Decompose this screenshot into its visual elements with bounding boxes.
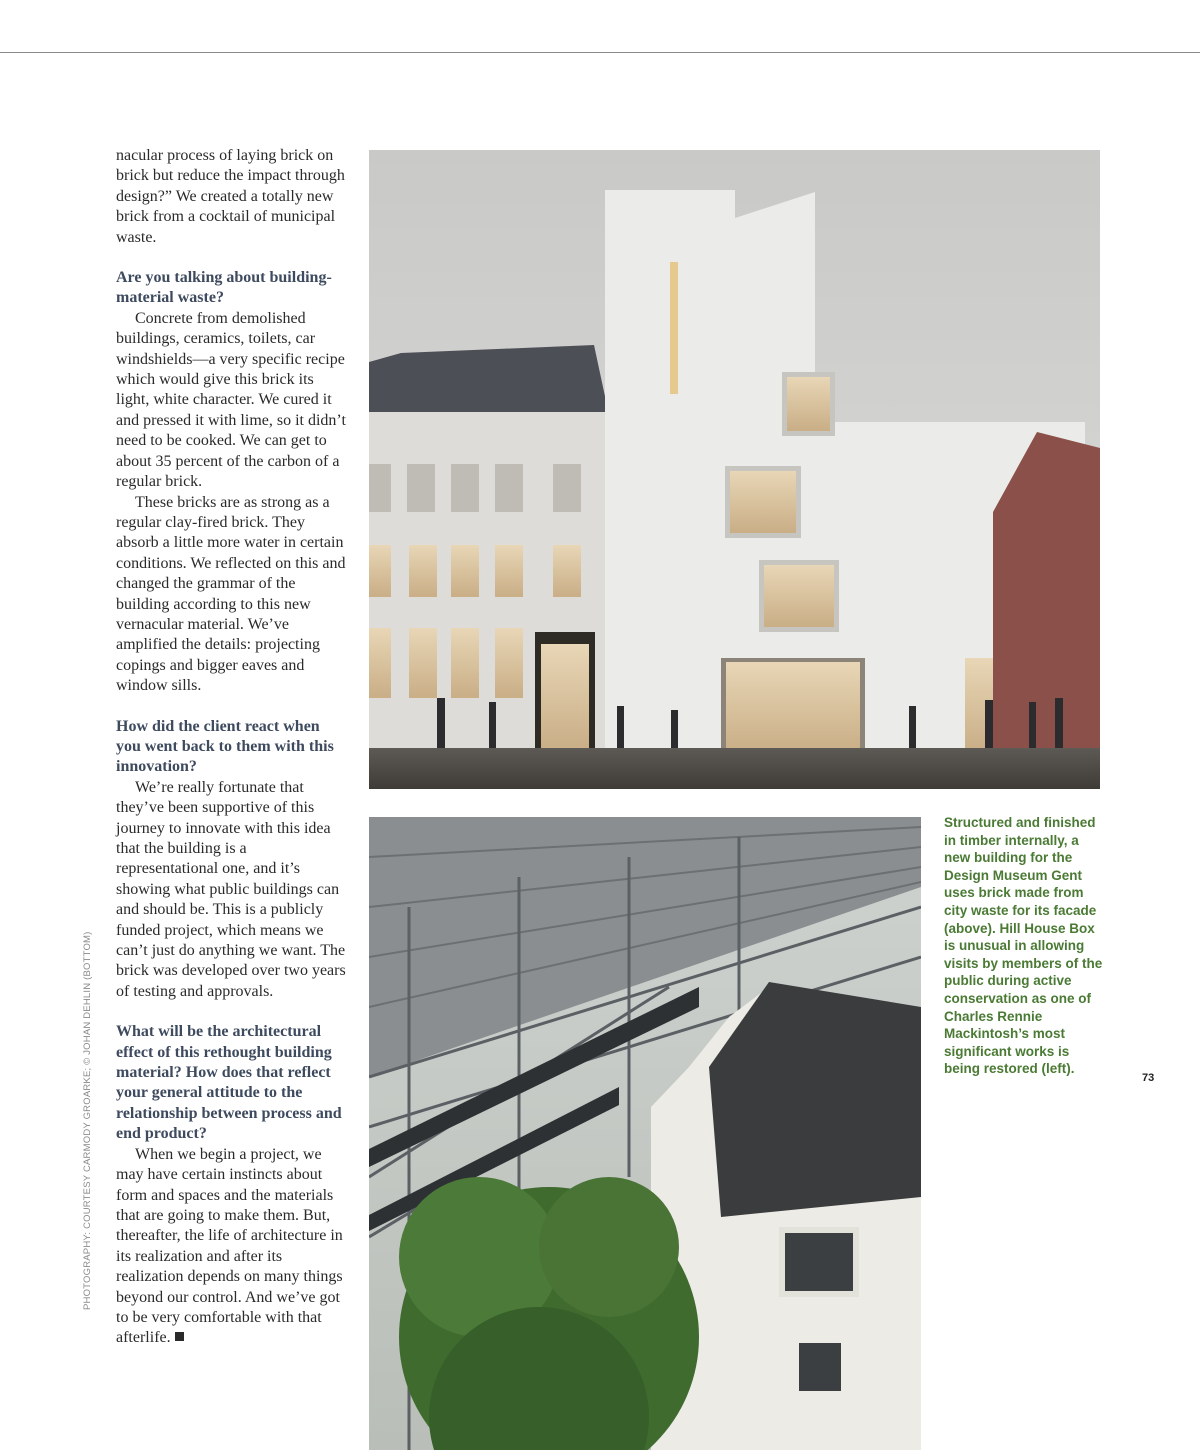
article-paragraph-text: When we begin a project, we may have certain instincts about form and spaces and the materials that are going to make them. But, thereafter, the life of architecture in its realization and after its realization depends on many things beyond our control. And we’ve got to be very comfortable with that afterlife. — [116, 1145, 343, 1347]
photo-caption: Structured and finished in timber internally, a new building for the Design Museum Gent uses brick made from city waste for its facade (above). Hill House Box is unusual in allowing visits by members of the public during active conservation as one of Charles Rennie Mackintosh’s most significant works is being restored (left). — [944, 815, 1103, 1077]
interview-question: How did the client react when you went back to them with this innovation? — [116, 717, 334, 776]
article-paragraph: Concrete from demolished buildings, ceramics, toilets, car windshields—a very specific recipe which would give this brick its light, white character. We cured it and pressed it with lime, so it didn’t need to be cooked. We can get to about 35 percent of the carbon of a regular brick. — [116, 309, 346, 491]
article-paragraph: These bricks are as strong as a regular clay-fired brick. They absorb a little more water in certain conditions. We reflected on this and changed the grammar of the building according to this new vernacular material. We’ve amplified the details: projecting copings and bigger eaves and window sills. — [116, 493, 346, 695]
interview-question: Are you talking about building-material waste? — [116, 269, 332, 307]
article-paragraph: We’re really fortunate that they’ve been supportive of this journey to innovate with this idea that the building is a representational one, and it’s showing what public buildings can and should be. This is a publicly funded project, which means we can’t just do anything we want. The brick was developed over two years of testing and approvals. — [116, 778, 346, 1000]
photo-credit: PHOTOGRAPHY: COURTESY CARMODY GROARKE; © JOHAN DEHLIN (BOTTOM) — [82, 931, 93, 1310]
interview-question: What will be the architectural effect of this rethought building material? How does that reflect your general attitude to the relationship between process and end product? — [116, 1023, 342, 1143]
page-number: 73 — [1142, 1072, 1155, 1084]
article-paragraph: nacular process of laying brick on brick but reduce the impact through design?” We created a totally new brick from a cocktail of municipal waste. — [116, 147, 345, 246]
top-rule — [0, 52, 1200, 53]
hill-house-box-photo — [369, 817, 921, 1450]
end-mark — [175, 1332, 184, 1341]
article-column — [116, 146, 346, 1349]
article-paragraph — [116, 1145, 346, 1349]
design-museum-gent-photo — [369, 150, 1100, 789]
